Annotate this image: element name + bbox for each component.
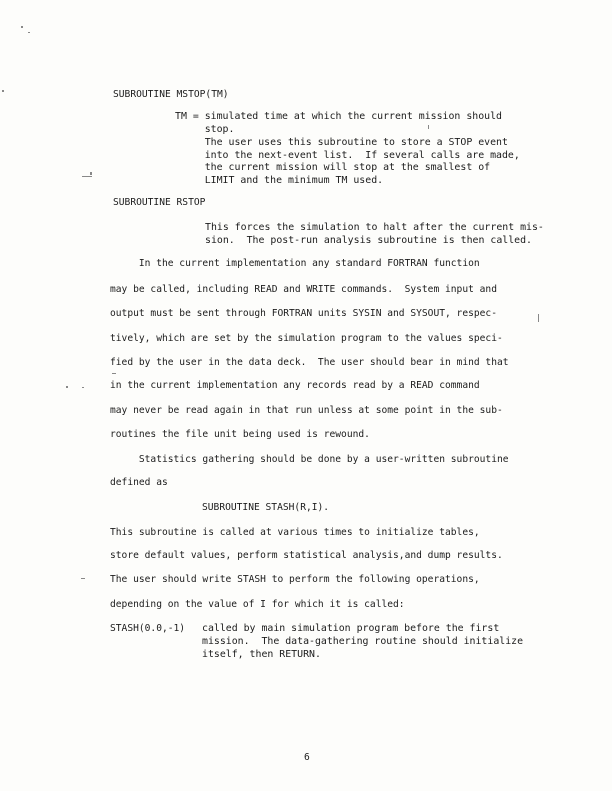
- mstop-line-3: The user uses this subroutine to store a STOP event: [175, 137, 508, 148]
- mstop-line-5: the current mission will stop at the smallest of: [175, 162, 491, 173]
- paragraph1-line-6: in the current implementation any records read by a READ command: [110, 380, 480, 391]
- mstop-line-2: stop.: [175, 124, 235, 135]
- paragraph1-line-4: tively, which are set by the simulation program to the values speci-: [110, 333, 503, 344]
- mstop-heading: SUBROUTINE MSTOP(TM): [113, 89, 229, 100]
- paragraph3-line-1: This subroutine is called at various times to initialize tables,: [110, 527, 480, 538]
- stash-call-line-2: mission. The data-gathering routine should initialize: [202, 636, 524, 647]
- paragraph2-line-1: Statistics gathering should be done by a user-written subroutine: [110, 454, 509, 465]
- rstop-heading: SUBROUTINE RSTOP: [113, 197, 206, 208]
- paragraph2-line-2: defined as: [110, 477, 168, 488]
- stash-call-line-1: called by main simulation program before the first: [202, 623, 500, 634]
- paragraph3-line-3: The user should write STASH to perform the following operations,: [110, 574, 480, 585]
- mstop-line-4: into the next-event list. If several calls are made,: [175, 150, 520, 161]
- paragraph3-line-4: depending on the value of I for which it is called:: [110, 599, 405, 610]
- stash-call-label: STASH(0.0,-1): [110, 623, 186, 634]
- mstop-line-6: LIMIT and the minimum TM used.: [175, 175, 384, 186]
- paragraph1-line-5: fied by the user in the data deck. The user should bear in mind that: [110, 357, 509, 368]
- stash-call-line-3: itself, then RETURN.: [202, 649, 321, 660]
- rstop-line-2: sion. The post-run analysis subroutine is then called.: [205, 235, 532, 246]
- paragraph1-line-3: output must be sent through FORTRAN units SYSIN and SYSOUT, respec-: [110, 308, 497, 319]
- stash-declaration: SUBROUTINE STASH(R,I).: [202, 502, 330, 513]
- paragraph1-line-8: routines the file unit being used is rewound.: [110, 429, 370, 440]
- paragraph1-line-2: may be called, including READ and WRITE commands. System input and: [110, 284, 497, 295]
- mstop-line-1: TM = simulated time at which the current mission should: [175, 111, 502, 122]
- paragraph1-line-7: may never be read again in that run unless at some point in the sub-: [110, 405, 503, 416]
- page-number: 6: [304, 752, 310, 763]
- rstop-line-1: This forces the simulation to halt after the current mis-: [205, 222, 544, 233]
- paragraph3-line-2: store default values, perform statistical analysis,and dump results.: [110, 550, 503, 561]
- paragraph1-line-1: In the current implementation any standard FORTRAN function: [110, 258, 480, 269]
